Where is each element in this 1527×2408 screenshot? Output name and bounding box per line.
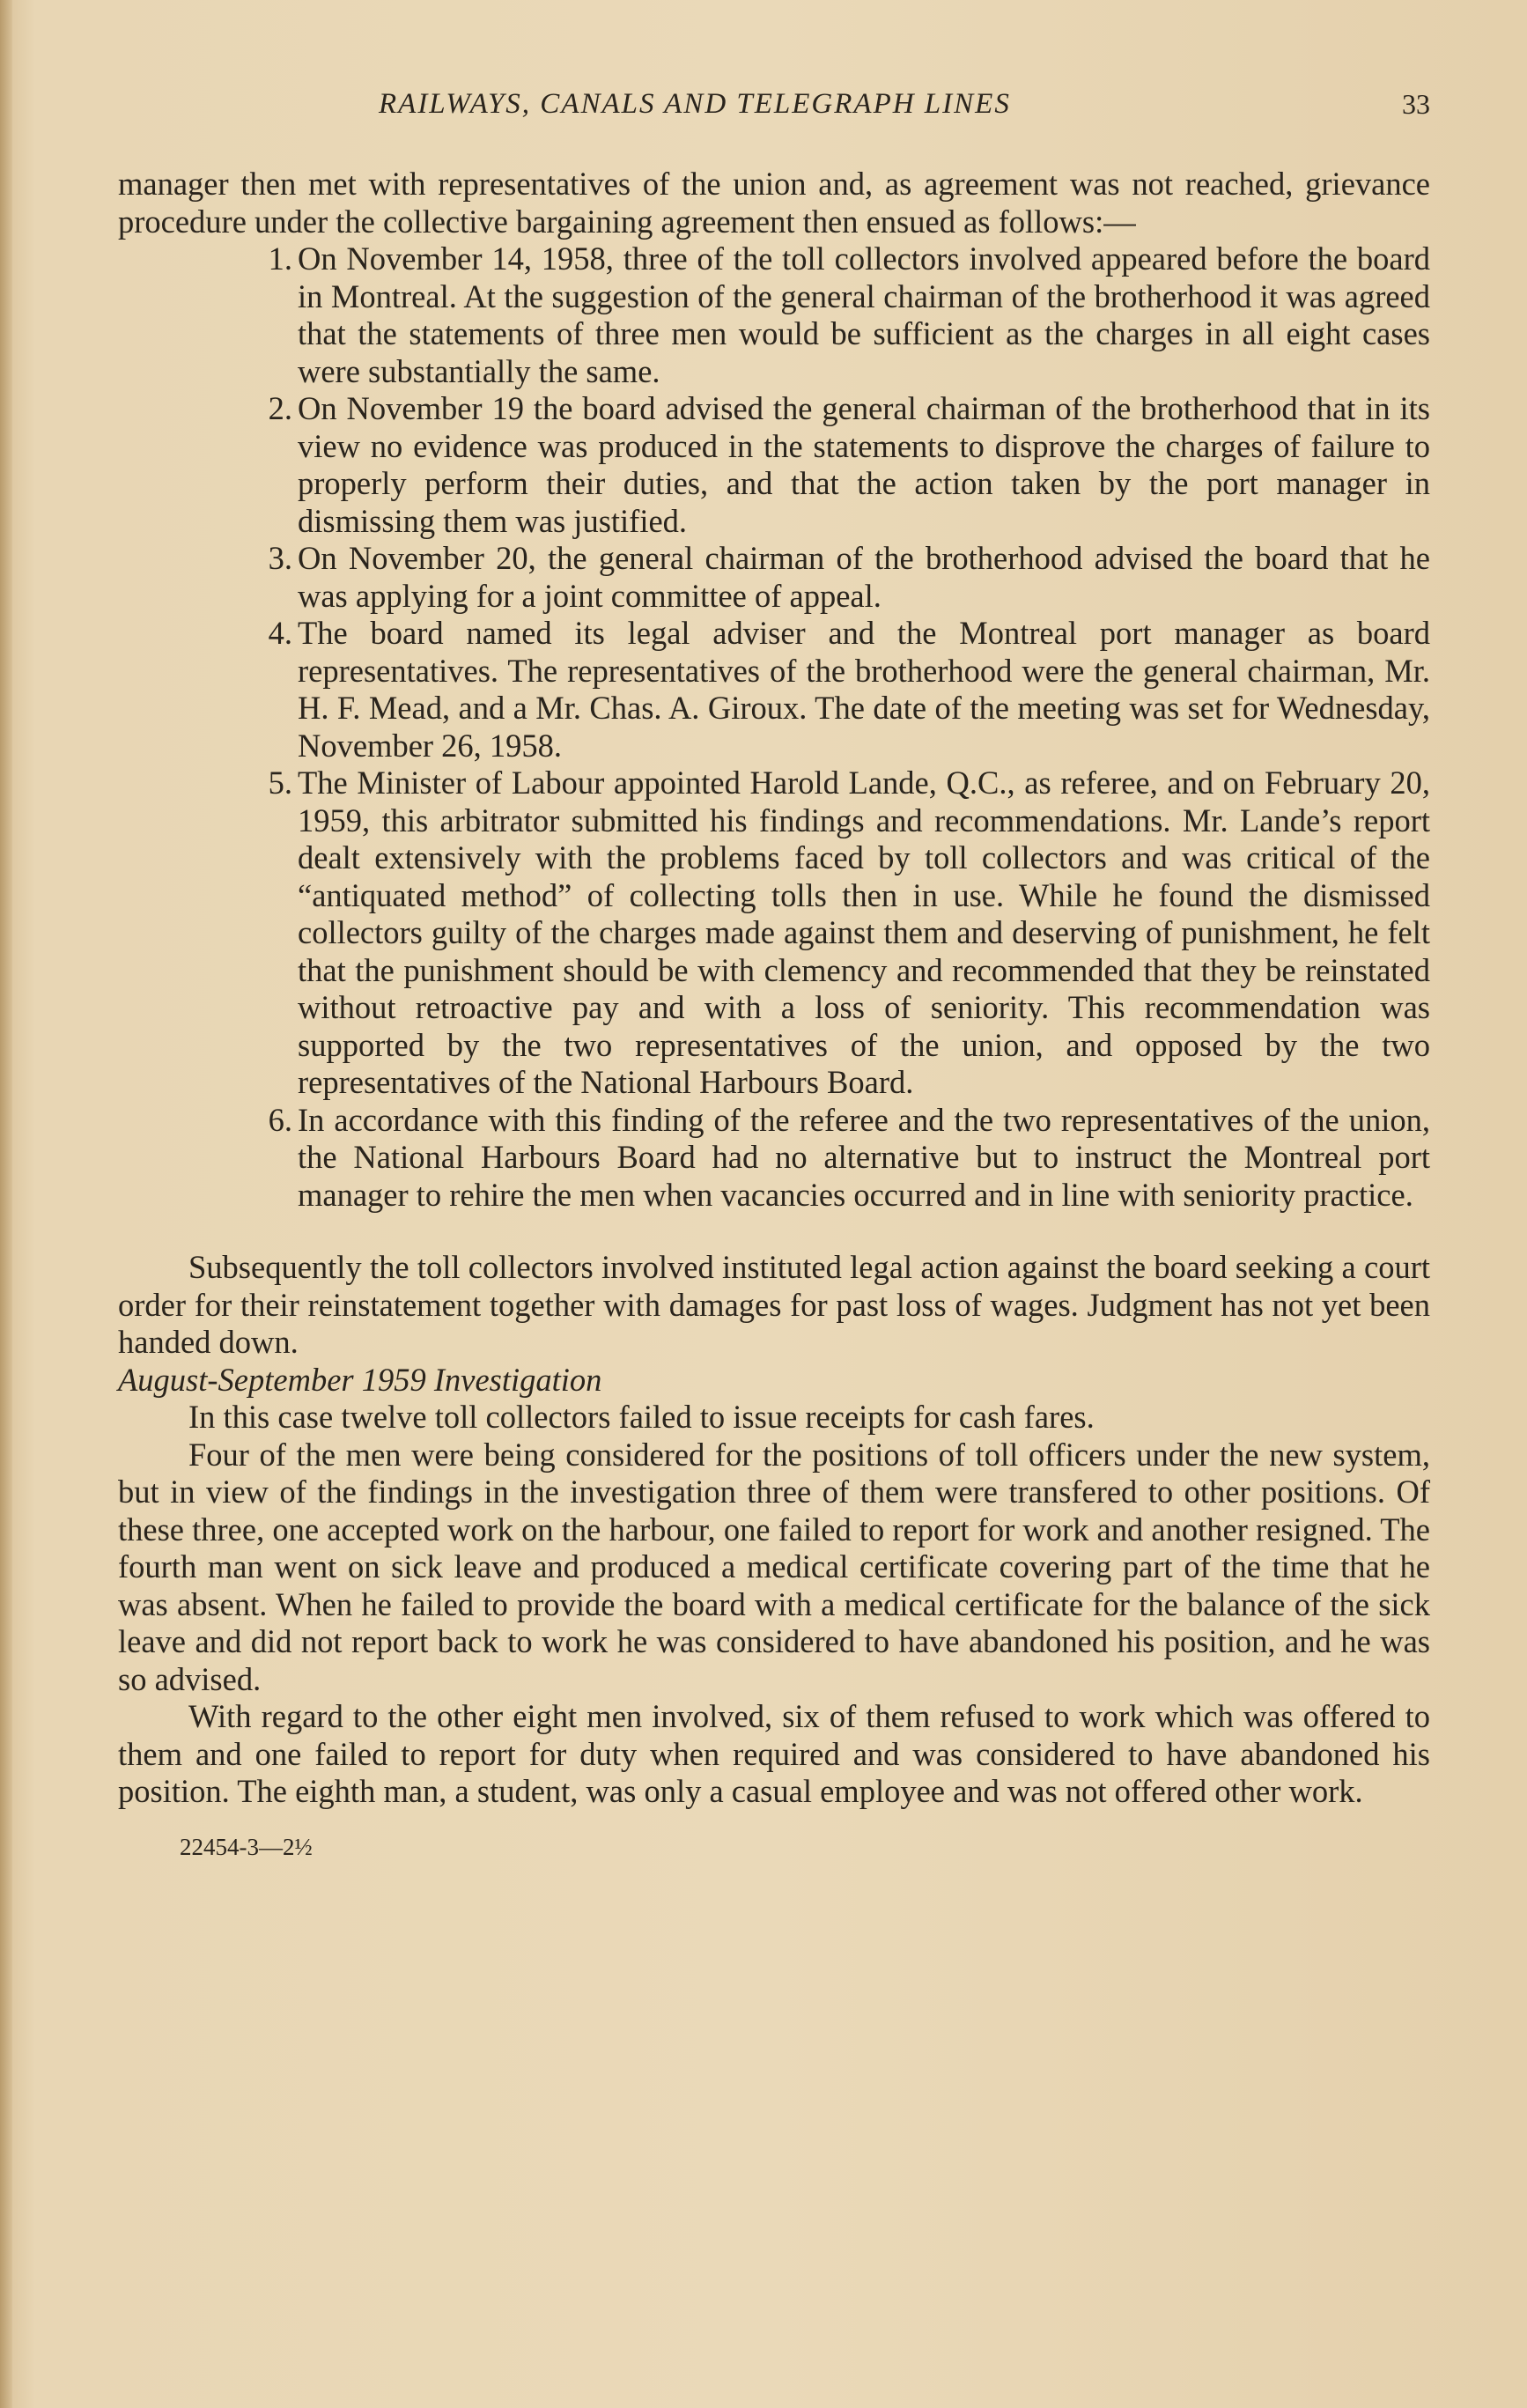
item-text: On November 20, the general chairman of the brotherhood advised the board that he was applying for a joint committee of appeal. — [298, 540, 1430, 614]
page-header — [379, 88, 1430, 132]
item-text: The board named its legal adviser and the Montreal port manager as board representatives. The representatives of the brotherhood were the general chairman, Mr. H. F. Mead, and a Mr. Chas. A. Giroux. The date of the meeting was set for Wednesday, November 26, 1958. — [298, 615, 1430, 764]
print-code: 22454-3—2½ — [180, 1833, 313, 1860]
section-paragraph: In this case twelve toll collectors failed to issue receipts for cash fares. — [188, 1399, 1095, 1435]
page-binding-edge — [0, 0, 12, 2408]
list-item — [268, 390, 1430, 540]
section-heading: August-September 1959 Investigation — [118, 1361, 602, 1398]
item-text: On November 19 the board advised the general chairman of the brotherhood that in its view no evidence was produced in the statements to disprove the charges of failure to properly perform their duties, and that the action taken by the port manager in dismissing them was justified. — [298, 390, 1430, 539]
section-paragraph: Four of the men were being considered for the positions of toll officers under the new system, but in view of the findings in the investigation three of them were transfered to other positions. Of these three, one accepted work on the harbour, one failed to report for work and another resigned. The fourth man went on sick leave and produced a medical certificate covering part of the time that he was absent. When he failed to provide the board with a medical certificate for the balance of the sick leave and did not report back to work he was considered to have abandoned his position, and he was so advised. — [118, 1436, 1430, 1697]
list-item — [268, 1101, 1430, 1215]
page-number: 33 — [1402, 88, 1430, 120]
section-paragraph: With regard to the other eight men involved, six of them refused to work which was offered to them and one failed to report for duty when required and was considered to have abandoned his position. The eighth man, a student, was only a casual employee and was not offered other work. — [118, 1698, 1430, 1809]
item-text: In accordance with this finding of the referee and the two representatives of the union, the National Harbours Board had no alternative but to instruct the Montreal port manager to rehire the men when vacancies occurred and in line with seniority practice. — [298, 1101, 1430, 1213]
list-item — [268, 540, 1430, 615]
item-number: 6. — [268, 1101, 292, 1138]
list-item — [268, 765, 1430, 1102]
item-number: 1. — [268, 240, 292, 277]
item-number: 4. — [268, 615, 292, 651]
item-number: 2. — [268, 390, 292, 426]
body-text — [118, 166, 1430, 1865]
item-text: On November 14, 1958, three of the toll collectors involved appeared before the board in Montreal. At the suggestion of the general chairman of the brotherhood it was agreed that the statements of three men would be sufficient as the charges in all eight cases were substantially the same. — [298, 240, 1430, 389]
grievance-steps-list — [118, 240, 1430, 1214]
list-item — [268, 240, 1430, 390]
item-number: 5. — [268, 765, 292, 801]
intro-paragraph: manager then met with representatives of the union and, as agreement was not reached, grievance procedure under the collective bargaining agreement then ensued as follows:— — [118, 166, 1430, 240]
item-text: The Minister of Labour appointed Harold Lande, Q.C., as referee, and on February 20, 1959, this arbitrator submitted his findings and recommendations. Mr. Lande’s report dealt extensively with the problems faced by toll collectors and was critical of the “antiquated method” of collecting tolls then in use. While he found the dismissed collectors guilty of the charges made against them and deserving of punishment, he felt that the punishment should be with clemency and recommended that they be reinstated without retroactive pay and with a loss of seniority. This recommendation was supported by the two representatives of the union, and opposed by the two representatives of the National Harbours Board. — [298, 765, 1430, 1100]
subsequent-paragraph: Subsequently the toll collectors involved instituted legal action against the board seeking a court order for their reinstatement together with damages for past loss of wages. Judgment has not yet been handed down. — [118, 1249, 1430, 1360]
running-head: RAILWAYS, CANALS AND TELEGRAPH LINES — [379, 88, 1011, 120]
item-number: 3. — [268, 540, 292, 576]
list-item — [268, 615, 1430, 765]
